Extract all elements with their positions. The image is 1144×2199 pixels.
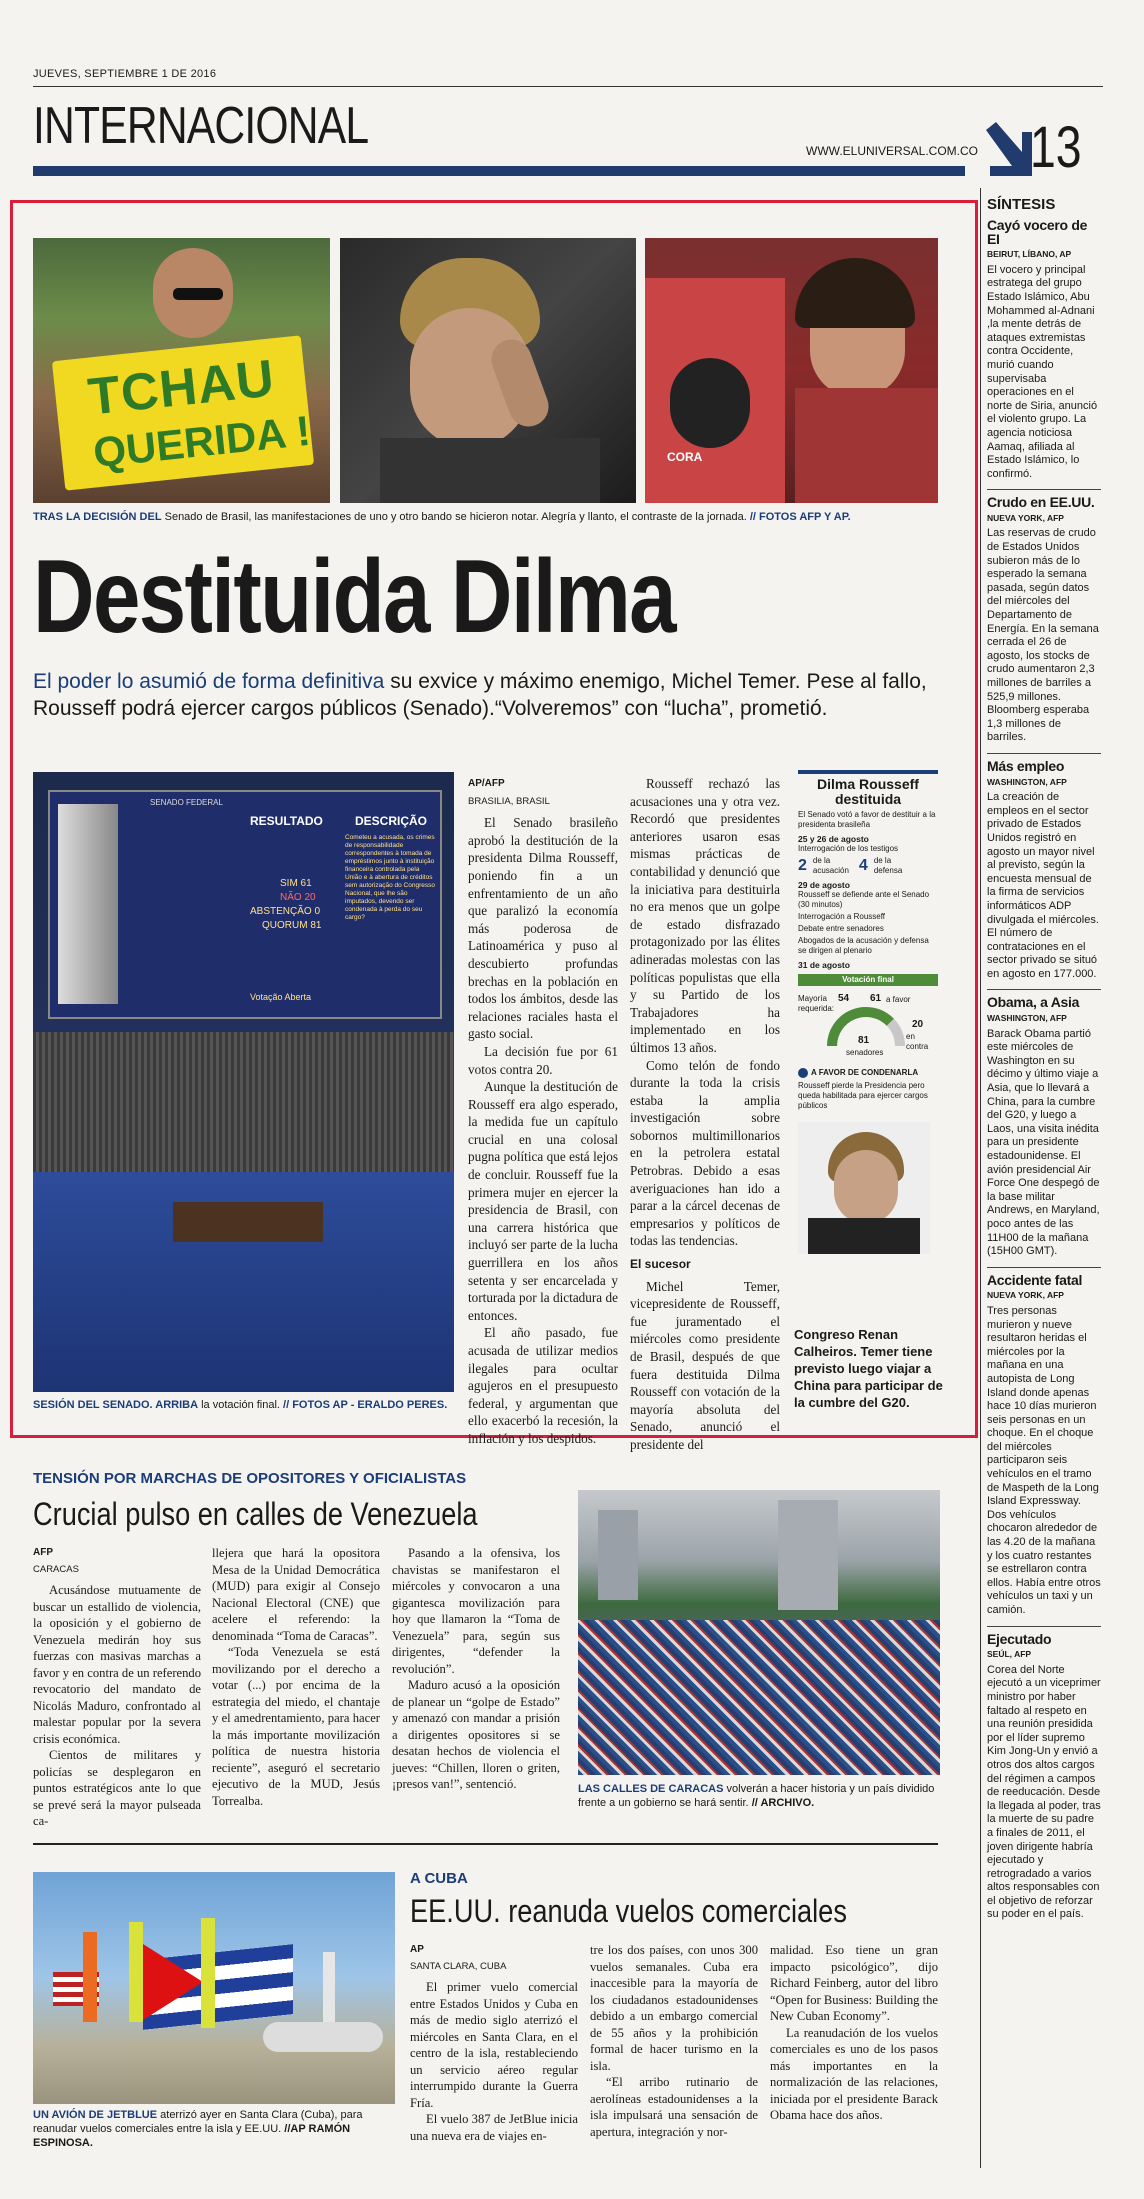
lead-subhead: El poder lo asumió de forma definitiva su exvice y máximo enemigo, Michel Temer. Pese al fallo, Rousseff podrá ejercer cargos públicos (Senado).“Volveremos” con “lucha”, prometió. [33,670,927,720]
cuba-kicker: A CUBA [410,1870,468,1887]
venezuela-kicker: TENSIÓN POR MARCHAS DE OPOSITORES Y OFICIALISTAS [33,1470,467,1487]
screen-sim: SIM 61 [280,878,312,889]
protest-photo [33,238,330,503]
cuba-headline: EE.UU. reanuda vuelos comerciales [410,1893,847,1929]
date-3: 31 de agosto [798,960,850,970]
date-1: 25 y 26 de agosto [798,834,869,844]
screen-nao: NÃO 20 [280,892,316,903]
sidebar-item: Ejecutado SEÚL, AFP Corea del Norte ejecutó a un viceprimer ministro por haber faltado al respeto en una reunión presidida por el líder supremo Kim Jong-Un y envió a otros dos altos cargos del régimen a campos de reeducación. Desde la llegada al poder, tras la muerte de su padre a finales de 2011, el joven dirigente habría ejecutado y retrogradado a varios altos responsables con el objetivo de reforzar su poder en el país. [987,1630,1101,1921]
lead-headline: Destituida Dilma [33,539,675,655]
sign-line-2: QUERIDA ! [91,406,313,477]
vote-band: Votación final [798,974,938,986]
rousseff-portrait [798,1122,930,1254]
header-bar [33,166,965,176]
sidebar-title: SÍNTESIS [987,196,1056,213]
shirt-text: CORA [667,450,703,464]
rousseff-photo [340,238,636,503]
issue-date: JUEVES, SEPTIEMBRE 1 DE 2016 [33,68,217,80]
venezuela-column-2: llejera que hará la opositora Mesa de la Unidad Democrática (MUD) para exigir al Consejo Nacional Electoral (CNE) que acelere el referendo: la denominada “Toma de Caracas”. “Toda Venezuela se está movilizando por el derecho a votar (...) por encima de la estrategia del miedo, el chantaje y el amedrentamiento, para hacer la más importante movilización política de nuestra historia reciente”, aseguró el secretario ejecutivo de la MUD, Jesús Torrealba. [212,1546,380,1808]
synthesis-sidebar [980,188,1105,2168]
website-link[interactable]: WWW.ELUNIVERSAL.COM.CO [806,144,979,158]
arrow-down-right-icon [982,122,1032,176]
venezuela-headline: Crucial pulso en calles de Venezuela [33,1496,478,1532]
vote-infographic: Dilma Rousseff destituida El Senado votó a favor de destituir a la presidenta brasileña 25 y 26 de agosto Interrogación de los testigos 2 de la acusación 4 de la defensa 29 de agosto Rousseff se defiende ante el Senado (30 minutos) Interrogación a Rousseff Debate entre senadores Abogados de la acusación y defensa se dirigen al plenario 31 de agosto Votación final Mayoría requerida: 54 61 a favor 20 en contra 81 senadores A FAVOR DE CONDENARLA Rousseff pierde la Presidencia pero queda habilitada para ejercer cargos públicos [798,770,938,1111]
section-title: INTERNACIONAL [33,97,369,155]
infographic-title: Dilma Rousseff destituida [798,770,938,807]
cuba-column-2: tre los dos países, con unos 300 vuelos semanales. Cuba era inaccesible para la mayoría de los ciudadanos estadounidenses debido a un embargo comercial de 55 años y la prohibición formal de hacer turismo en la isla. “El arribo rutinario de aerolíneas estadounidenses a la isla impulsará una sensación de apertura, integración y nor- [590,1943,758,2139]
senate-photo-caption: SESIÓN DEL SENADO. ARRIBA la votación final. // FOTOS AP - ERALDO PERES. [33,1399,448,1411]
jetblue-photo [33,1872,395,2104]
cuba-column-1: AP SANTA CLARA, CUBA El primer vuelo comercial entre Estados Unidos y Cuba en más de medio siglo aterrizó el miércoles en Santa Clara, en el centro de la isla, restableciendo un servicio aéreo regular interrumpido durante la Guerra Fría. El vuelo 387 de JetBlue inicia una nueva era de viajes en- [410,1944,578,2143]
screen-description: Cometeu a acusada, os crimes de responsabilidade correspondentes à tomada de empréstimos junto à instituição financeira controlada pela União e à abertura de créditos sem autorização do Congresso Nacional, que lhe são imputados, devendo ser condenada à perda do seu cargo? [345,834,435,921]
screen-abstencao: ABSTENÇÃO 0 [250,906,321,917]
venezuela-column-1: AFP CARACAS Acusándose mutuamente de buscar un estallido de violencia, la oposición y el gobierno de Venezuela medirán hoy sus fuerzas con masivas marchas a favor y en contra de un referendo revocatorio del mandato de Nicolás Maduro, confrontado al malestar popular por la severa crisis económica. Cientos de militares y policías se desplegaron en puntos estratégicos ante lo que se prevé será la mayor pulseada ca- [33,1547,201,1828]
sidebar-item: Crudo en EE.UU. NUEVA YORK, AFP Las reservas de crudo de Estados Unidos subieron más de lo esperado la semana pasada, según datos del miércoles del Departamento de Energía. En la semana cerrada el 26 de agosto, los stocks de crudo aumentaron 2,3 millones de barriles a 525,9 millones. Bloomberg esperaba 1,3 millones de barriles. [987,496,1101,754]
sidebar-item: Obama, a Asia WASHINGTON, AFP Barack Obama partió este miércoles de Washington en su décimo y último viaje a Asia, que lo llevará a China, para la cumbre del G20, y luego a Laos, una visita inédita para un presidente estadounidense. El avión presidencial Air Force One despegó de la base militar Andrews, en Maryland, poco antes de las 11H00 de la mañana (15H00 GMT). [987,996,1101,1267]
infographic-intro: El Senado votó a favor de destituir a la presidenta brasileña [798,810,936,829]
jetblue-photo-caption: UN AVIÓN DE JETBLUE aterrizó ayer en Santa Clara (Cuba), para reanudar vuelos comerciales entre la isla y EE.UU. //AP RAMÓN ESPINOSA. [33,2109,363,2149]
screen-quorum: QUORUM 81 [262,920,322,931]
caracas-photo-caption: LAS CALLES DE CARACAS volverán a hacer historia y un país dividido frente a un gobierno se hará sentir. // ARCHIVO. [578,1783,935,1809]
lead-column-3-tail: Congreso Renan Calheiros. Temer tiene previsto luego viajar a China para participar de la cumbre del G20. [794,1327,943,1410]
sidebar-item: Cayó vocero de EI BEIRUT, LÍBANO, AP El vocero y principal estratega del grupo Estado Islámico, Abu Mohammed al-Adnani ,la mente detrás de ataques extremistas contra Occidente, murió cuando supervisaba operaciones en el norte de Siria, anunció el violento grupo. La agencia noticiosa Aamaq, afiliada al Estado Islámico, lo confirmó. [987,219,1101,490]
thumbs-up-icon [798,1068,808,1078]
senate-photo [33,772,454,1392]
venezuela-column-3: Pasando a la ofensiva, los chavistas se manifestaron el miércoles y convocaron a una gigantesca movilización para hoy que llamaron la “Toma de Venezuela” para, según sus dirigentes, “defender la revolución”. Maduro acusó a la oposición de planear un “golpe de Estado” y amenazó con mandar a prisión a dirigentes opositores si se desatan hechos de violencia el jueves: “Chillen, lloren o griten, ¡presos van!”, sentenció. [392,1546,560,1791]
supporter-photo [645,238,938,503]
screen-description-header: DESCRIÇÃO [355,814,428,828]
cuba-column-3: malidad. Eso tiene un gran impacto psicológico”, dijo Richard Feinberg, autor del libro “Open for Business: Building the New Cuban Economy”. La reanudación de los vuelos comerciales es uno de los pasos más importantes en la normalización de las relaciones, iniciada por el presidente Barack Obama hace dos años. [770,1943,938,2122]
screen-result-header: RESULTADO [250,814,323,828]
section-divider [33,1843,938,1845]
lead-column-2: Rousseff rechazó las acusaciones una y otra vez. Recordó que presidentes anteriores usaron esas mismas prácticas de contabilidad y denunció que la iniciativa para destituirla no era menos que un golpe de estado disfrazado protagonizado por las élites adineradas molestas con las políticas populistas que ella y su Partido de los Trabajadores ha implementado en los últimos 13 años. Como telón de fondo durante la toda la crisis estaba la amplia investigación sobre sobornos multimillonarios en la petrolera estatal Petrobras. Debido a esas averiguaciones han ido a parar a la cárcel decenas de empresarios y políticos de todas las tendencias. El sucesor Michel Temer, vicepresidente de Rousseff, fue juramentado el miércoles como presidente de Brasil, después de que fuera destituida Dilma Rousseff con votación de la mayoría absoluta del Senado, anunció el presidente del [630,776,780,1452]
lead-column-1: AP/AFP BRASILIA, BRASIL El Senado brasileño aprobó la destitución de la presidenta Dilma Rousseff, poniendo fin a un enfrentamiento de un año que paralizó la economía más poderosa de Latinoamérica y puso al descubierto profundas brechas en la población en todos los ámbitos, desde las relaciones raciales hasta el gasto social. La decisión fue por 61 votos contra 20. Aunque la destitución de Rousseff era algo esperado, la medida fue un capítulo crucial en una colosal pugna política que está lejos de concluir. Rousseff fue la primera mujer en ejercer la presidencia de Brasil, con una carrera histórica que incluyó ser parte de la lucha guerrillera en los años setenta y ser encarcelada y torturada por la dictadura de entonces. El año pasado, fue acusada de utilizar medios ilegales para ocultar agujeros en el presupuesto federal, y argumentan que ello exacerbó la recesión, la inflación y los despidos. [468,778,618,1446]
lead-photos-caption: TRAS LA DECISIÓN DEL Senado de Brasil, las manifestaciones de uno y otro bando se hicieron notar. Alegría y llanto, el contraste de la jornada. // FOTOS AFP Y AP. [33,511,851,523]
date-2: 29 de agosto [798,880,850,890]
sidebar-item: Más empleo WASHINGTON, AFP La creación de empleos en el sector privado de Estados Unidos registró en agosto un mayor nivel al previsto, según la encuesta mensual de la firma de servicios informáticos ADP divulgada el miércoles. El número de contrataciones en el sector privado se situó en agosto en 177.000. [987,760,1101,991]
sidebar-item: Accidente fatal NUEVA YORK, AFP Tres personas murieron y nueve resultaron heridas el miércoles por la mañana en una autopista de Long Island donde apenas hace 10 días murieron seis personas en un choque. En el choque del miércoles participaron seis vehículos en el tramo de Maspeth de la Long Island Expressway. Dos vehículos chocaron alrededor de las 4.20 de la mañana y los cuatro restantes se estrellaron contra ellos. Había entre otros vehículos un taxi y un camión. [987,1274,1101,1627]
sign-line-1: TCHAU [85,349,278,427]
page-number: 13 [1030,115,1082,180]
header-rule [33,86,1103,87]
screen-footer: Votação Aberta [250,992,312,1002]
screen-label: SENADO FEDERAL [150,798,223,807]
caracas-photo [578,1490,940,1775]
